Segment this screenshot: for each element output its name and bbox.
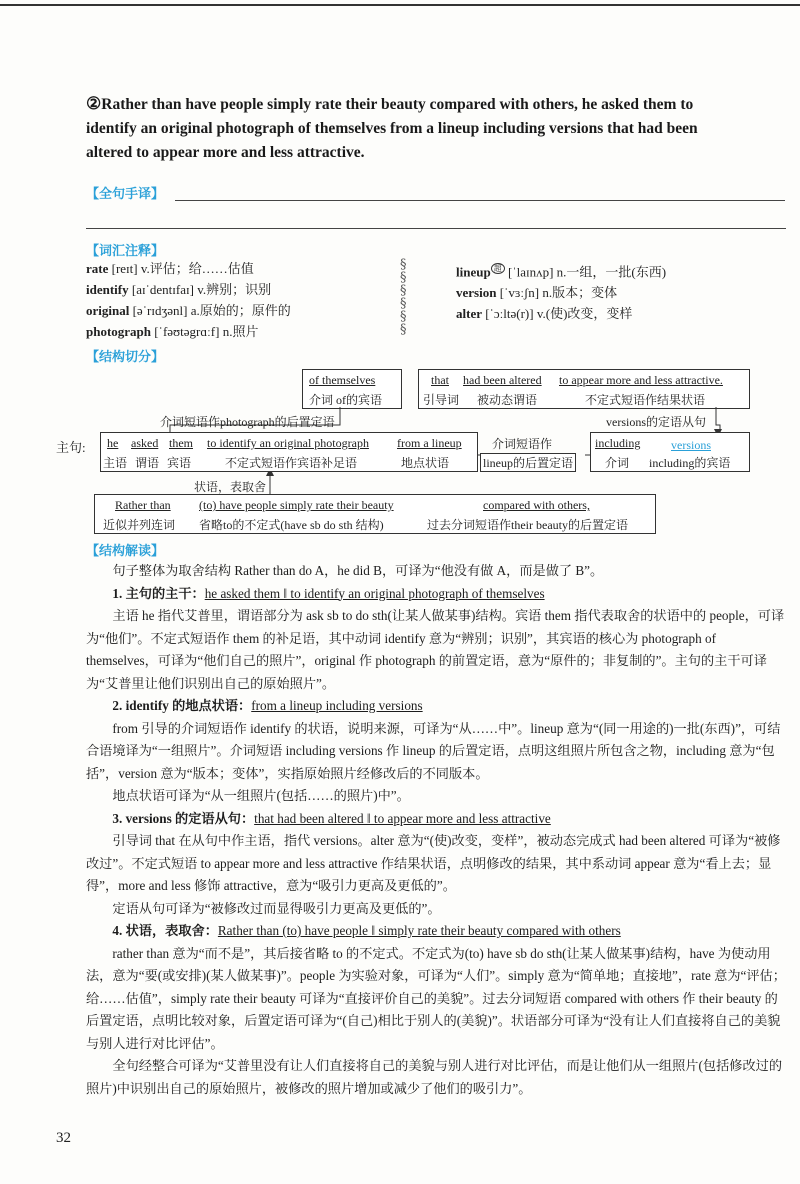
key-sentence: ②Rather than have people simply rate their beauty compared with others, he asked them to identify an original photograph of themselves from a lineup including versions that had been altered to appear more and less attractive. bbox=[86, 94, 698, 161]
main-clause-label: 主句: bbox=[56, 440, 86, 455]
section-3-summary: 定语从句可译为“被修改过而显得吸引力更高及更低的”。 bbox=[112, 900, 441, 916]
section-3-text: 引导词 that 在从句中作主语，指代 versions。alter 意为“(使)改变，变样”，被动态完成式 had been altered 可译为“被修改过”。不定式短语 to appear more and less attractive 作结果状语，点明修改的结果，其中系动词 appear 意为“看上去；显得”，more and less 修饰 attractive，意为“吸引力更高及更低的”。 bbox=[86, 833, 781, 893]
section-1-text: 主语 he 指代艾普里，谓语部分为 ask sb to do sth(让某人做某事)结构。宾语 them 指代表取舍的状语中的 people，可译为“他们”。不定式短语作 them 的补足语，其中动词 identify 意为“辨别；识别”，其宾语的核心为 photograph of themselves，可译为“他们自己的照片”，original 作 photograph 的前置定语，意为“原件的；非复制的”。主句的主干可译为“艾普里让他们识别出自己的原始照片”。 bbox=[86, 608, 785, 691]
sentence-marker: ② bbox=[86, 94, 102, 113]
section-4-text: rather than 意为“而不是”，其后接省略 to 的不定式。不定式为(to) have sb do sth(让某人做某事)结构，have 为使动用法，意为“要(或安排)(某人做某事)”。people 为实验对象，可译为“人们”。simply 意为“简单地；直接地”，rate 意为“评估；给……估值”，simply rate their beauty 可译为“直接评价自己的美貌”。过去分词短语 compared with others 作 their beauty 的后置定语，点明比较对象，后置定语可译为“(自己)相比于别人的(美貌)”。状语部分可译为“没有让人们直接将自己的美貌与别人进行对比评估”。 bbox=[86, 945, 786, 1051]
vocab-item: alter [ˈɔːltə(r)] v.(使)改变，变样 bbox=[456, 306, 633, 322]
final-translation: 全句经整合可译为“艾普里没有让人们直接将自己的美貌与别人进行对比评估，而是让他们从一组照片(包括修改过的照片)中识别出自己的原始照片，被修改的照片增加或减少了他们的吸引力”。 bbox=[86, 1058, 783, 1096]
diagram-connectors bbox=[0, 0, 800, 560]
section-1-heading: 1. 主句的主干：he asked them ‖ to identify an original photograph of themselves bbox=[112, 585, 545, 601]
label-prep-attr: 介词短语作photograph的后置定语 bbox=[160, 415, 335, 429]
analysis-body bbox=[86, 560, 786, 1100]
that-clause-box: that had been altered to appear more and less attractive. 引导词 被动态谓语 不定式短语作结果状语 bbox=[418, 369, 750, 409]
vocab-item: photograph [ˈfəʊtəgrɑːf] n.照片 bbox=[86, 324, 259, 339]
vocab-item: rate [reɪt] v.评估；给……估值 bbox=[86, 261, 254, 276]
super-badge-icon: 超 bbox=[491, 263, 505, 274]
label-attr-clause: versions的定语从句 bbox=[606, 415, 706, 429]
rather-than-box: Rather than (to) have people simply rate their beauty compared with others, 近似并列连词 省略to的不定式(have sb do sth 结构) 过去分词短语作their beauty的后置定语 bbox=[94, 494, 656, 534]
vocab-divider: § § § § § § bbox=[400, 257, 407, 337]
section-2-summary: 地点状语可译为“从一组照片(包括……的照片)中”。 bbox=[112, 788, 410, 803]
section-2-heading: 2. identify 的地点状语：from a lineup including versions bbox=[112, 698, 423, 713]
vocab-item: lineup $^超$ [ˈlaɪnʌp] n.一组，一批(东西) bbox=[456, 264, 667, 280]
vocab-item: original [əˈrɪdʒənl] a.原始的；原件的 bbox=[86, 303, 291, 318]
prep-phrase-label-box: 介词短语作 lineup的后置定语 bbox=[478, 432, 584, 470]
translation-header: 【全句手译】 bbox=[86, 187, 165, 202]
vocab-item: version [ˈvɜːʃn] n.版本；变体 bbox=[456, 285, 618, 301]
including-box: including versions 介词 including的宾语 bbox=[590, 432, 750, 472]
analysis-header: 【结构解读】 bbox=[86, 544, 165, 559]
of-themselves-box: of themselves 介词 of的宾语 bbox=[302, 369, 402, 409]
section-4-heading: 4. 状语，表取舍：Rather than (to) have people ‖ simply rate their beauty compared with others bbox=[112, 923, 621, 938]
label-adverbial: 状语，表取舍 bbox=[194, 480, 267, 494]
section-2-text: from 引导的介词短语作 identify 的状语，说明来源，可译为“从……中”。lineup 意为“(同一用途的)一批(东西)”，可结合语境译为“一组照片”。介词短语 including versions 作 lineup 的后置定语，点明这组照片所包含之物，including 意为“包括”，version 意为“版本；变体”，实指原始照片经修改后的不同版本。 bbox=[86, 720, 781, 781]
main-clause-box: he asked them to identify an original photograph from a lineup 主语 谓语 宾语 不定式短语作宾语补足语 地点状语 bbox=[100, 432, 478, 472]
vocab-header: 【词汇注释】 bbox=[86, 244, 165, 259]
page-number: 32 bbox=[56, 1130, 71, 1146]
structure-header: 【结构切分】 bbox=[86, 350, 165, 365]
connector-line bbox=[716, 407, 720, 432]
section-3-heading: 3. versions 的定语从句：that had been altered ‖ to appear more and less attractive bbox=[112, 810, 551, 826]
analysis-intro: 句子整体为取舍结构 Rather than do A，he did B，可译为“他没有做 A，而是做了 B”。 bbox=[112, 563, 604, 578]
vocab-item: identify [aɪˈdentɪfaɪ] v.辨别；识别 bbox=[86, 282, 272, 297]
